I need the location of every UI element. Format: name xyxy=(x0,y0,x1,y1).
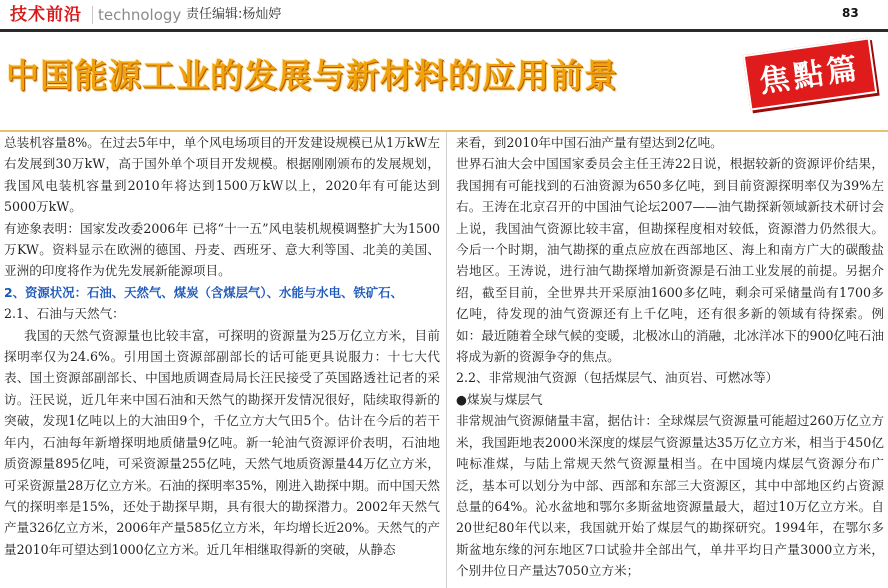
paragraph: 来看，到2010年中国石油产量有望达到2亿吨。 xyxy=(456,135,723,150)
subsection-heading: 2.2、非常规油气资源（包括煤层气、油页岩、可燃冰等） xyxy=(456,370,779,386)
right-column xyxy=(456,132,884,588)
subsection-heading: 2.1、石油与天然气： xyxy=(4,306,125,322)
paragraph: 有迹象表明：国家发改委2006年 已将“十一五”风电装机规模调整扩大为1500万KW。资料显示在欧洲的德国、丹麦、西班牙、意大利等国、北美的美国、亚洲的印度将作为优先发展新能源项目。 xyxy=(4,220,440,279)
page-number: 83 xyxy=(842,6,859,20)
editor-credit: 责任编辑:杨灿婷 xyxy=(186,7,282,22)
paragraph: 世界石油大会中国国家委员会主任王涛22日说，根据较新的资源评价结果，我国拥有可能找到的石油资源为650多亿吨，到目前资源探明率仅为39%左右。王涛在北京召开的中国油气论坛2007——油气勘探新领域新技术研讨会上说，我国油气资源比较丰富，但勘探程度相对较低，资源潜力仍然很大。今后一个时期，油气勘探的重点应放在西部地区、海上和南方广大的碳酸盐岩地区。王涛说，进行油气勘探增加新资源是石油工业发展的前提。另据介绍，截至目前，全世界共开采原油1600多亿吨，剩余可采储量尚有1700多亿吨，待发现的油气资源还有上千亿吨，还有很多新的领域有待探索。例如：最近随着全球气候的变暖，北极冰山的消融，北冰洋冰下的900亿吨石油将成为新的资源争夺的焦点。 xyxy=(456,156,884,365)
header-separator xyxy=(92,6,93,24)
title-band xyxy=(0,36,888,126)
section-title: 技术前沿 xyxy=(10,5,82,25)
paragraph: 总装机容量8%。在过去5年中，单个风电场项目的开发建设规模已从1万kW左右发展到30万kW，高于国外单个项目开发规模。根据刚刚颁布的发展规划，我国风电装机容量到2010年将达到1500万kW以上，2020年有可能达到5000万kW。 xyxy=(4,135,440,215)
article-title: 中国能源工业的发展与新材料的应用前景 xyxy=(6,56,618,95)
column-divider xyxy=(446,132,447,588)
bullet-heading: ●煤炭与煤层气 xyxy=(456,391,543,407)
left-column xyxy=(4,132,440,588)
paragraph: 非常规油气资源储量丰富，据估计：全球煤层气资源量可能超过260万亿立方米，我国距地表2000米深度的煤层气资源量达35万亿立方米，相当于450亿吨标准煤，与陆上常规天然气资源量相当。在中国境内煤层气资源分布广泛，基本可以划分为中部、西部和东部三大资源区，其中中部地区约占资源总量的64%。沁水盆地和鄂尔多斯盆地资源量最大，超过10万亿立方米。自20世纪80年代以来，我国就开始了煤层气的勘探研究。1994年，在鄂尔多斯盆地东缘的河东地区7口试验井全部出气，单井平均日产量3000立方米，个别井位日产量达7050立方米； xyxy=(456,413,884,579)
section-english-label: technology xyxy=(98,6,182,24)
focus-stamp: 焦點篇 xyxy=(743,37,878,110)
section-heading: 2、资源状况：石油、天然气、煤炭（含煤层气）、水能与水电、铁矿石、 xyxy=(4,284,403,300)
header-rule xyxy=(0,29,888,32)
page-header xyxy=(0,0,888,30)
paragraph: 我国的天然气资源量也比较丰富，可探明的资源量为25万亿立方米，目前探明率仅为24.6%。引用国土资源部副部长的话可能更具说服力：十七大代表、国土资源部副部长、中国地质调查局局长汪民接受了英国路透社记者的采访。汪民说，近几年来中国石油和天然气的勘探开发情况很好，陆续取得新的突破，发现1亿吨以上的大油田9个，千亿立方大气田5个。估计在今后的若干年内，石油每年新增探明地质储量9亿吨。新一轮油气资源评价表明，石油地质资源量895亿吨，可采资源量255亿吨，天然气地质资源量44万亿立方米，可采资源量28万亿立方米。石油的探明率35%，刚进入勘探中期。而中国天然气的探明率是15%，还处于勘探早期，具有很大的勘探潜力。2002年天然气产量326亿立方米，2006年产量585亿立方米，年均增长近20%。天然气的产量2010年可望达到1000亿立方米。近几年相继取得新的突破，从静态 xyxy=(4,327,440,557)
article-body xyxy=(0,132,888,588)
